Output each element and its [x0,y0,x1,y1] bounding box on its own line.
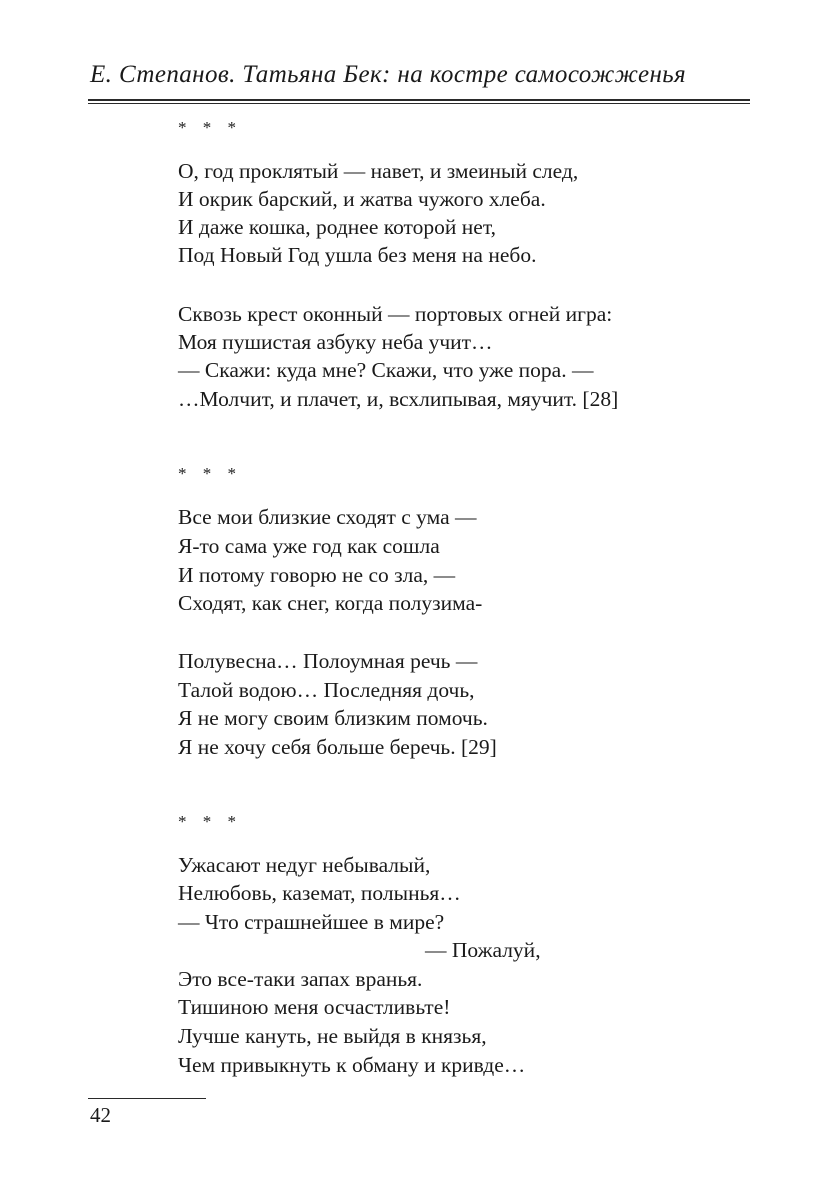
poem-line: И потому говорю не со зла, — [178,563,456,587]
poem-line: — Пожалуй, [425,938,541,962]
poem-separator: * * * [178,118,242,137]
poem-line: И окрик барский, и жатва чужого хлеба. [178,187,546,211]
poem-line: — Что страшнейшее в мире? [178,910,445,934]
poem-separator: * * * [178,464,242,483]
poem-line: Чем привыкнуть к обману и кривде… [178,1053,526,1077]
poem-line: Под Новый Год ушла без меня на небо. [178,243,537,267]
poem-line: Полувесна… Полоумная речь — [178,649,478,673]
poem-line: Моя пушистая азбуку неба учит… [178,330,493,354]
poem-line: Нелюбовь, каземат, полынья… [178,881,461,905]
poem-line: Ужасают недуг небывалый, [178,853,431,877]
poem-line: И даже кошка, роднее которой нет, [178,215,496,239]
poem-line: Талой водою… Последняя дочь, [178,678,475,702]
poem-line: Это все-таки запах вранья. [178,967,423,991]
header-rule-thin [88,103,750,104]
running-header: Е. Степанов. Татьяна Бек: на костре самосожженья [90,61,687,88]
poem-line: …Молчит, и плачет, и, всхлипывая, мяучит. [28] [178,387,619,411]
poem-line: Я не могу своим близким помочь. [178,706,488,730]
poem-line: Я не хочу себя больше беречь. [29] [178,735,497,759]
header-rule-thick [88,99,750,101]
page-number: 42 [90,1103,111,1127]
poem-line: Сквозь крест оконный — портовых огней игра: [178,302,613,326]
poem-line: Лучше кануть, не выйдя в князья, [178,1024,487,1048]
footer-rule [88,1098,206,1099]
poem-separator: * * * [178,812,242,831]
poem-line: Все мои близкие сходят с ума — [178,505,477,529]
poem-line: — Скажи: куда мне? Скажи, что уже пора. — [178,358,594,382]
poem-line: Я-то сама уже год как сошла [178,534,440,558]
poem-line: О, год проклятый — навет, и змеиный след, [178,159,579,183]
poem-line: Сходят, как снег, когда полузима- [178,591,483,615]
poem-line: Тишиною меня осчастливьте! [178,995,451,1019]
